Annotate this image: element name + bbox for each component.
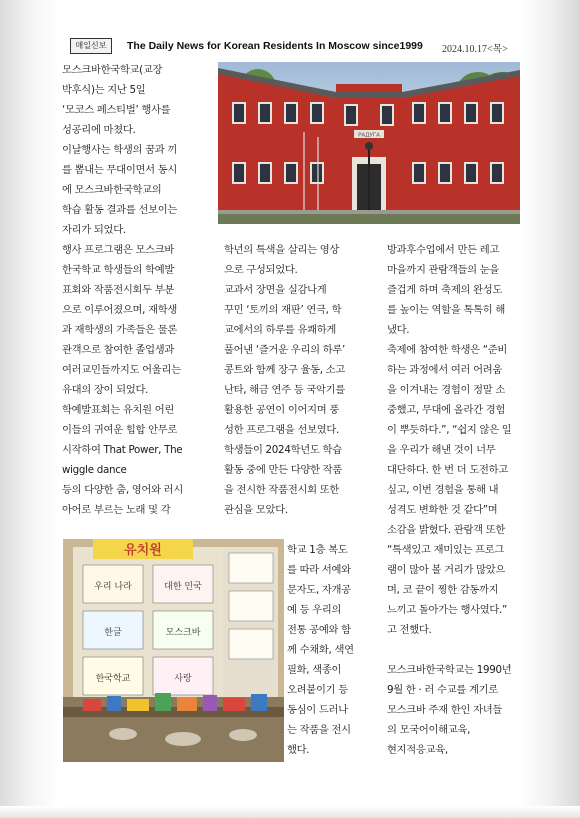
article-line: 며, 코 끝이 찡한 감동까지 (387, 584, 499, 596)
article-line: 행사 프로그램은 모스크바 (62, 244, 175, 256)
article-line: 중했고, 무대에 올라간 경험 (387, 404, 506, 416)
artwork-card-text: 대한 민국 (164, 582, 202, 592)
article-line: 모스크바 주재 한인 자녀들 (387, 704, 503, 716)
article-line: 관객으로 참여한 졸업생과 (62, 344, 175, 356)
article-line: 이날행사는 학생의 꿈과 끼 (62, 144, 178, 156)
article-line: 아어로 부르는 노래 및 각 (62, 504, 171, 516)
article-line: 활용한 공연이 이어지며 풍 (224, 404, 340, 416)
page-bottom-edge (0, 806, 580, 818)
article-line: 학생들이 2024학년도 학습 (224, 444, 342, 456)
article-line: 학교 1층 복도 (287, 544, 348, 556)
article-line: 램이 많아 볼 거리가 많았으 (387, 564, 506, 576)
article-line: 한국학교 학생들의 학예발 (62, 264, 175, 276)
svg-text:유치원: 유치원 (124, 543, 162, 558)
article-line: 콩트와 함께 장구 율동, 소고 (224, 364, 345, 376)
article-line: 동심이 드러나 (287, 704, 348, 716)
article-line: 를 뽐내는 무대이면서 동시 (62, 164, 178, 176)
article-line: 활동 중에 만든 다양한 작품 (224, 464, 343, 476)
article-line: 했다. (287, 744, 310, 756)
article-line: 의 모국어이해교육, (387, 724, 471, 736)
article-column-left (62, 60, 214, 520)
article-line: 교과서 장면을 실감나게 (224, 284, 327, 296)
article-line: 관심을 모았다. (224, 504, 288, 516)
masthead-title: The Daily News for Korean Residents In Moscow since1999 (127, 40, 423, 52)
article-line: 는 작품을 전시 (287, 724, 351, 736)
school-building-image (218, 62, 520, 224)
article-line: “특색있고 재미있는 프로그 (387, 544, 505, 556)
article-line: 모스크바한국학교(교장 (62, 64, 163, 76)
article-line: 이들의 귀여운 힙합 안무로 (62, 424, 178, 436)
article-line: 문자도, 자개공 (287, 584, 351, 596)
article-line: 성격도 변화한 것 같다”며 (387, 504, 498, 516)
article-line: 꾸민 ‘토끼의 재판’ 연극, 학 (224, 304, 342, 316)
article-line: 학습 활동 결과를 선보이는 (62, 204, 178, 216)
article-line: 자리가 되었다. (62, 224, 126, 236)
article-line: 현지적응교육, (387, 744, 448, 756)
article-column-middle-bottom (287, 540, 385, 760)
exhibition-photo (63, 539, 284, 762)
article-line: 박후식)는 지난 5일 (62, 84, 146, 96)
artwork-card-text: 우리 나라 (94, 582, 132, 592)
article-line: wiggle dance (62, 464, 127, 476)
exhibition-image (63, 539, 284, 762)
artwork-card-text: 한국학교 (95, 674, 131, 684)
artwork-card-text: 모스크바 (165, 628, 201, 638)
article-line: 을 전시한 작품전시회 또한 (224, 484, 340, 496)
article-line: 이 뿌듯하다.”, “쉽지 않은 일 (387, 424, 512, 436)
masthead-logo: 매일신보 (70, 38, 112, 54)
school-building-photo (218, 62, 520, 224)
article-line: 풀어낸 ‘즐거운 우리의 하루’ (224, 344, 345, 356)
article-line: 하는 과정에서 여러 어려움 (387, 364, 503, 376)
article-line: 을 이겨내는 경험이 정말 소 (387, 384, 506, 396)
article-line: 유대의 장이 되었다. (62, 384, 149, 396)
article-line: 학년의 특색을 살리는 영상 (224, 244, 340, 256)
article-line: 느끼고 돌아가는 행사였다.” (387, 604, 508, 616)
article-line: 고 전했다. (387, 624, 432, 636)
article-line: 방과후수업에서 만든 레고 (387, 244, 500, 256)
article-column-middle (224, 240, 384, 520)
artwork-card-text: 사랑 (174, 674, 192, 684)
artwork-card-text: 한글 (104, 628, 122, 638)
article-line: 싶고, 이번 경험을 통해 내 (387, 484, 499, 496)
article-column-right (387, 240, 523, 760)
article-line: 표회와 작품전시회두 부분 (62, 284, 175, 296)
article-line: 교에서의 하루를 유쾌하게 (224, 324, 337, 336)
issue-date: 2024.10.17<목> (442, 44, 508, 55)
article-line: 께 수채화, 색연 (287, 644, 354, 656)
article-line: 즐겁게 하며 축제의 완성도 (387, 284, 503, 296)
article-line (387, 640, 523, 660)
article-line: 전통 공예와 함 (287, 624, 351, 636)
article-line: 냈다. (387, 324, 410, 336)
article-line: 를 높이는 역할을 톡톡히 해 (387, 304, 506, 316)
article-line: 에 모스크바한국학교의 (62, 184, 162, 196)
article-line: 과 재학생의 가족들은 물론 (62, 324, 178, 336)
article-line: 여러교민들까지도 어울리는 (62, 364, 181, 376)
article-line: 시작하여 That Power, The (62, 444, 183, 456)
article-line: 를 따라 서예와 (287, 564, 351, 576)
article-line: 대단하다. 한 번 더 도전하고 (387, 464, 508, 476)
article-line: 으로 이루어졌으며, 재학생 (62, 304, 178, 316)
article-line: 9월 한 · 러 수교를 계기로 (387, 684, 498, 696)
article-line: 예 등 우리의 (287, 604, 342, 616)
article-line: 모스크바한국학교는 1990년 (387, 664, 512, 676)
article-line: 축제에 참여한 학생은 “준비 (387, 344, 508, 356)
article-line: 필화, 색종이 (287, 664, 342, 676)
article-line: 오려붙이기 등 (287, 684, 348, 696)
article-line: 등의 다양한 춤, 영어와 러시 (62, 484, 183, 496)
article-line: 학예발표회는 유치원 어린 (62, 404, 175, 416)
article-line: 성한 프로그램을 선보였다. (224, 424, 340, 436)
article-line: 마을까지 관람객들의 눈을 (387, 264, 500, 276)
article-line: 성공리에 마쳤다. (62, 124, 136, 136)
article-line: 을 우리가 해낸 것이 너무 (387, 444, 496, 456)
article-line: 난타, 해금 연주 등 국악기를 (224, 384, 345, 396)
svg-text:РАДУГА: РАДУГА (358, 132, 380, 139)
article-line: 소감을 밝혔다. 관람객 또한 (387, 524, 506, 536)
article-line: 으로 구성되었다. (224, 264, 298, 276)
article-line: ‘모코스 페스티벌’ 행사를 (62, 104, 171, 116)
